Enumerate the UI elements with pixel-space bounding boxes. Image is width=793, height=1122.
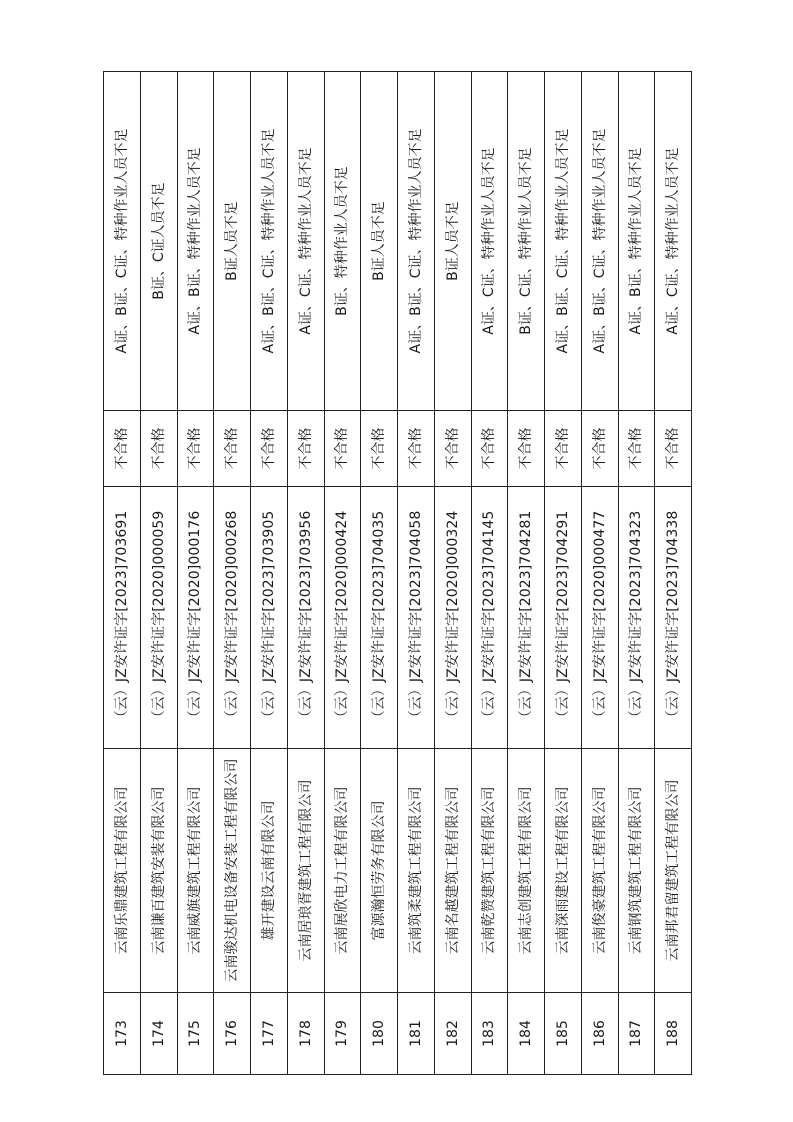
license-number-cell: （云）JZ安许证字[2023]703956 [287, 487, 324, 749]
row-number-cell: 180 [361, 993, 398, 1075]
reason-cell: B证、C证、特种作业人员不足 [508, 72, 545, 411]
company-name-cell: 云南筑柔建筑工程有限公司 [398, 749, 435, 993]
table-row [618, 72, 655, 1075]
result-cell: 不合格 [545, 411, 582, 487]
table-row [251, 72, 288, 1075]
result-cell: 不合格 [104, 411, 141, 487]
reason-cell: A证、B证、C证、特种作业人员不足 [545, 72, 582, 411]
company-name-cell: 雄开建设云南有限公司 [251, 749, 288, 993]
reason-cell: A证、B证、特种作业人员不足 [618, 72, 655, 411]
table-row [140, 72, 177, 1075]
row-number-cell: 178 [287, 993, 324, 1075]
result-cell: 不合格 [434, 411, 471, 487]
license-number-cell: （云）JZ安许证字[2023]704035 [361, 487, 398, 749]
company-name-cell: 云南骏达机电设备安装工程有限公司 [214, 749, 251, 993]
company-name-cell: 云南居琅胥建筑工程有限公司 [287, 749, 324, 993]
row-number-cell: 185 [545, 993, 582, 1075]
license-number-cell: （云）JZ安许证字[2020]000176 [177, 487, 214, 749]
license-number-cell: （云）JZ安许证字[2023]704338 [655, 487, 692, 749]
company-name-cell: 富源瀚恒劳务有限公司 [361, 749, 398, 993]
row-number-cell: 183 [471, 993, 508, 1075]
license-number-cell: （云）JZ安许证字[2020]000477 [581, 487, 618, 749]
inspection-results-table [103, 71, 692, 1075]
company-name-cell: 云南志创建筑工程有限公司 [508, 749, 545, 993]
license-number-cell: （云）JZ安许证字[2020]000324 [434, 487, 471, 749]
reason-cell: A证、C证、特种作业人员不足 [655, 72, 692, 411]
row-number-cell: 173 [104, 993, 141, 1075]
result-cell: 不合格 [581, 411, 618, 487]
company-name-cell: 云南深雨建设工程有限公司 [545, 749, 582, 993]
table-row [398, 72, 435, 1075]
license-number-cell: （云）JZ安许证字[2023]704291 [545, 487, 582, 749]
reason-cell: A证、C证、特种作业人员不足 [471, 72, 508, 411]
company-name-cell: 云南展欣电力工程有限公司 [324, 749, 361, 993]
result-cell: 不合格 [471, 411, 508, 487]
license-number-cell: （云）JZ安许证字[2023]704145 [471, 487, 508, 749]
table-row [287, 72, 324, 1075]
result-cell: 不合格 [177, 411, 214, 487]
company-name-cell: 云南谦百建筑安装有限公司 [140, 749, 177, 993]
reason-cell: A证、B证、C证、特种作业人员不足 [581, 72, 618, 411]
reason-cell: A证、B证、C证、特种作业人员不足 [398, 72, 435, 411]
result-cell: 不合格 [655, 411, 692, 487]
result-cell: 不合格 [618, 411, 655, 487]
table-row [214, 72, 251, 1075]
table-row [508, 72, 545, 1075]
table-row [104, 72, 141, 1075]
license-number-cell: （云）JZ安许证字[2023]704323 [618, 487, 655, 749]
result-cell: 不合格 [398, 411, 435, 487]
company-name-cell: 云南名越建筑工程有限公司 [434, 749, 471, 993]
reason-cell: A证、B证、特种作业人员不足 [177, 72, 214, 411]
result-cell: 不合格 [324, 411, 361, 487]
result-cell: 不合格 [140, 411, 177, 487]
license-number-cell: （云）JZ安许证字[2020]000268 [214, 487, 251, 749]
row-number-cell: 186 [581, 993, 618, 1075]
row-number-cell: 179 [324, 993, 361, 1075]
row-number-cell: 182 [434, 993, 471, 1075]
license-number-cell: （云）JZ安许证字[2020]000059 [140, 487, 177, 749]
reason-cell: A证、B证、C证、特种作业人员不足 [251, 72, 288, 411]
license-number-cell: （云）JZ安许证字[2023]703905 [251, 487, 288, 749]
company-name-cell: 云南乐鼎建筑工程有限公司 [104, 749, 141, 993]
result-cell: 不合格 [251, 411, 288, 487]
table-row [177, 72, 214, 1075]
reason-cell: B证人员不足 [361, 72, 398, 411]
reason-cell: B证、特种作业人员不足 [324, 72, 361, 411]
reason-cell: A证、B证、C证、特种作业人员不足 [104, 72, 141, 411]
row-number-cell: 181 [398, 993, 435, 1075]
reason-cell: B证人员不足 [434, 72, 471, 411]
table-row [361, 72, 398, 1075]
license-number-cell: （云）JZ安许证字[2020]000424 [324, 487, 361, 749]
row-number-cell: 188 [655, 993, 692, 1075]
reason-cell: A证、C证、特种作业人员不足 [287, 72, 324, 411]
result-cell: 不合格 [508, 411, 545, 487]
row-number-cell: 177 [251, 993, 288, 1075]
table-row [581, 72, 618, 1075]
table-row [324, 72, 361, 1075]
result-cell: 不合格 [287, 411, 324, 487]
company-name-cell: 云南威旗建筑工程有限公司 [177, 749, 214, 993]
result-cell: 不合格 [361, 411, 398, 487]
row-number-cell: 176 [214, 993, 251, 1075]
table-row [545, 72, 582, 1075]
license-number-cell: （云）JZ安许证字[2023]704058 [398, 487, 435, 749]
company-name-cell: 云南乾赞建筑工程有限公司 [471, 749, 508, 993]
row-number-cell: 184 [508, 993, 545, 1075]
company-name-cell: 云南俊豪建筑工程有限公司 [581, 749, 618, 993]
row-number-cell: 174 [140, 993, 177, 1075]
reason-cell: B证、C证人员不足 [140, 72, 177, 411]
table-row [471, 72, 508, 1075]
row-number-cell: 187 [618, 993, 655, 1075]
table-body [104, 72, 692, 1075]
row-number-cell: 175 [177, 993, 214, 1075]
table-row [434, 72, 471, 1075]
company-name-cell: 云南钢筑建筑工程有限公司 [618, 749, 655, 993]
company-name-cell: 云南邦君留建筑工程有限公司 [655, 749, 692, 993]
table-row [655, 72, 692, 1075]
license-number-cell: （云）JZ安许证字[2023]704281 [508, 487, 545, 749]
result-cell: 不合格 [214, 411, 251, 487]
reason-cell: B证人员不足 [214, 72, 251, 411]
license-number-cell: （云）JZ安许证字[2023]703691 [104, 487, 141, 749]
